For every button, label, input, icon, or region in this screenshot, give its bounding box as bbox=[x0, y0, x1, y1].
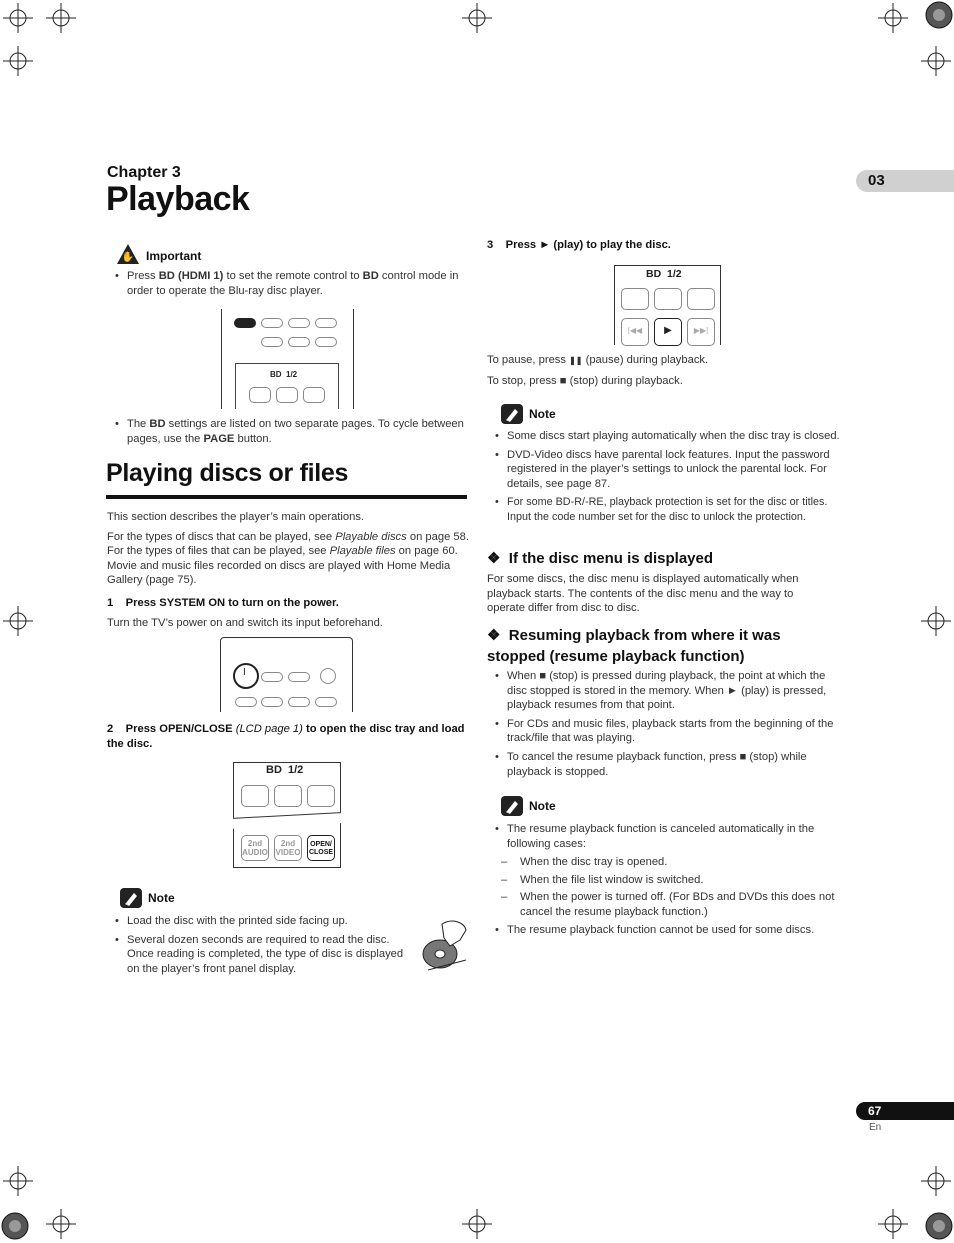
registration-mark-icon bbox=[3, 46, 33, 76]
remote-button bbox=[261, 697, 283, 707]
remote-illustration-bd-mode bbox=[221, 309, 354, 409]
remote-illustration-power: I bbox=[220, 637, 353, 712]
section-title: Playing discs or files bbox=[106, 459, 349, 487]
important-heading: ✋ Important bbox=[116, 243, 201, 268]
remote-illustration-open-close: BD 1/2 2nd AUDIO 2nd VIDEO OPEN/ CLOSE bbox=[233, 762, 341, 868]
registration-mark-icon bbox=[46, 3, 76, 33]
note-right2-body: • The resume playback function is canceled automatically in the following cases: – When the disc tray is opened. – When the file list window is switched. – When the power is turned off. (For BDs and DVDs this does not cancel the resume playback function.) • The resume playback function cannot be used for some discs. bbox=[487, 822, 849, 941]
remote-button bbox=[235, 697, 257, 707]
important-bullet-1: • Press BD (HDMI 1) to set the remote control to BD control mode in order to operate the Blu-ray disc player. bbox=[107, 269, 469, 302]
registration-mark-icon bbox=[3, 606, 33, 636]
important-icon bbox=[116, 243, 140, 268]
section-rule bbox=[106, 495, 467, 499]
page-number: 67 bbox=[856, 1102, 954, 1120]
note-left-heading: Note bbox=[120, 888, 175, 908]
remote-button bbox=[241, 785, 269, 807]
registration-mark-icon bbox=[921, 1166, 951, 1196]
important-bullet-2: • The BD settings are listed on two separate pages. To cycle between pages, use the PAGE button. bbox=[107, 417, 469, 450]
registration-mark-icon bbox=[462, 3, 492, 33]
color-target-icon bbox=[0, 1211, 30, 1241]
open-close-button: OPEN/ CLOSE bbox=[307, 835, 335, 861]
remote-button bbox=[274, 785, 302, 807]
registration-mark-icon bbox=[921, 46, 951, 76]
page-title: Playback bbox=[106, 180, 250, 218]
pause-stop-text: To pause, press ❚❚ (pause) during playback. To stop, press ■ (stop) during playback. bbox=[487, 354, 709, 387]
2nd-audio-button: 2nd AUDIO bbox=[241, 835, 269, 861]
section-intro: This section describes the player’s main operations. For the types of discs that can be played, see Playable discs on page 58. For the types of files that can be played, see Playable files on page 60. Movie and music files recorded on discs are played with Home Media Gallery (page 75). bbox=[107, 511, 469, 587]
remote-button bbox=[307, 785, 335, 807]
step-3: 3 Press ► (play) to play the disc. bbox=[487, 239, 671, 251]
resume-heading: ❖ Resuming playback from where it was stopped (resume playback function) bbox=[487, 627, 785, 665]
remote-button bbox=[621, 288, 649, 310]
remote-button bbox=[315, 697, 337, 707]
registration-mark-icon bbox=[46, 1209, 76, 1239]
remote-button bbox=[261, 337, 283, 347]
resume-body: • When ■ (stop) is pressed during playback, the point at which the disc stopped is stored in the memory. When ► (play) is pressed, playback resumes from that point. • For CDs and music files, playback starts from the beginning of the track/file that was playing. • To cancel the resume playback function, press ■ (stop) while playback is stopped. bbox=[487, 669, 847, 783]
disc-loading-icon bbox=[420, 916, 468, 979]
note-pencil-icon bbox=[501, 796, 523, 816]
step-1: 1 Press SYSTEM ON to turn on the power. Turn the TV’s power on and switch its input beforehand. bbox=[107, 597, 383, 629]
note-right1-body: • Some discs start playing automatically when the disc tray is closed. • DVD-Video discs have parental lock features. Input the password registered in the player’s settings to unlock the parental lock. For details, see page 87. • For some BD-R/-RE, playback protection is set for the disc or titles. Input the code number set for the disc to unlock the protection. bbox=[487, 429, 849, 529]
remote-button bbox=[687, 288, 715, 310]
language-label: En bbox=[869, 1122, 882, 1133]
chapter-label: Chapter 3 bbox=[107, 164, 181, 181]
chapter-tab: 03 bbox=[856, 170, 954, 192]
registration-mark-icon bbox=[462, 1209, 492, 1239]
bd-page-label: BD 1/2 bbox=[270, 370, 298, 379]
remote-button bbox=[288, 318, 310, 328]
remote-button bbox=[288, 697, 310, 707]
remote-button bbox=[288, 672, 310, 682]
registration-mark-icon bbox=[3, 3, 33, 33]
color-target-icon bbox=[924, 0, 954, 30]
registration-mark-icon bbox=[3, 1166, 33, 1196]
2nd-video-button: 2nd VIDEO bbox=[274, 835, 302, 861]
note-left-body: • Load the disc with the printed side facing up. • Several dozen seconds are required to read the disc. Once reading is completed, the type of disc is displayed on the player’s front panel display. bbox=[107, 914, 412, 980]
remote-illustration-play: BD 1/2 |◀◀ ▶ ▶▶| bbox=[614, 265, 721, 345]
remote-button bbox=[654, 288, 682, 310]
remote-button bbox=[315, 337, 337, 347]
note-right1-heading: Note bbox=[501, 404, 556, 424]
next-button: ▶▶| bbox=[687, 318, 715, 346]
color-target-icon bbox=[924, 1211, 954, 1241]
remote-button bbox=[320, 668, 336, 684]
note-pencil-icon bbox=[120, 888, 142, 908]
disc-menu-body: For some discs, the disc menu is displayed automatically when playback starts. The contents of the disc menu and the way to operate differ from disc to disc. bbox=[487, 573, 799, 615]
registration-mark-icon bbox=[878, 3, 908, 33]
remote-button bbox=[261, 318, 283, 328]
registration-mark-icon bbox=[921, 606, 951, 636]
remote-button bbox=[303, 387, 325, 403]
previous-button: |◀◀ bbox=[621, 318, 649, 346]
remote-button bbox=[261, 672, 283, 682]
remote-button bbox=[315, 318, 337, 328]
note-pencil-icon bbox=[501, 404, 523, 424]
power-button bbox=[233, 663, 259, 689]
svg-text:✋: ✋ bbox=[121, 252, 135, 263]
remote-button bbox=[288, 337, 310, 347]
step-2: 2 Press OPEN/CLOSE (LCD page 1) to open the disc tray and load the disc. bbox=[107, 723, 465, 750]
play-button: ▶ bbox=[654, 318, 682, 346]
note-right2-heading: Note bbox=[501, 796, 556, 816]
bd-hdmi-button bbox=[234, 318, 256, 328]
registration-mark-icon bbox=[878, 1209, 908, 1239]
remote-button bbox=[249, 387, 271, 403]
disc-menu-heading: ❖ If the disc menu is displayed bbox=[487, 550, 714, 567]
remote-button bbox=[276, 387, 298, 403]
